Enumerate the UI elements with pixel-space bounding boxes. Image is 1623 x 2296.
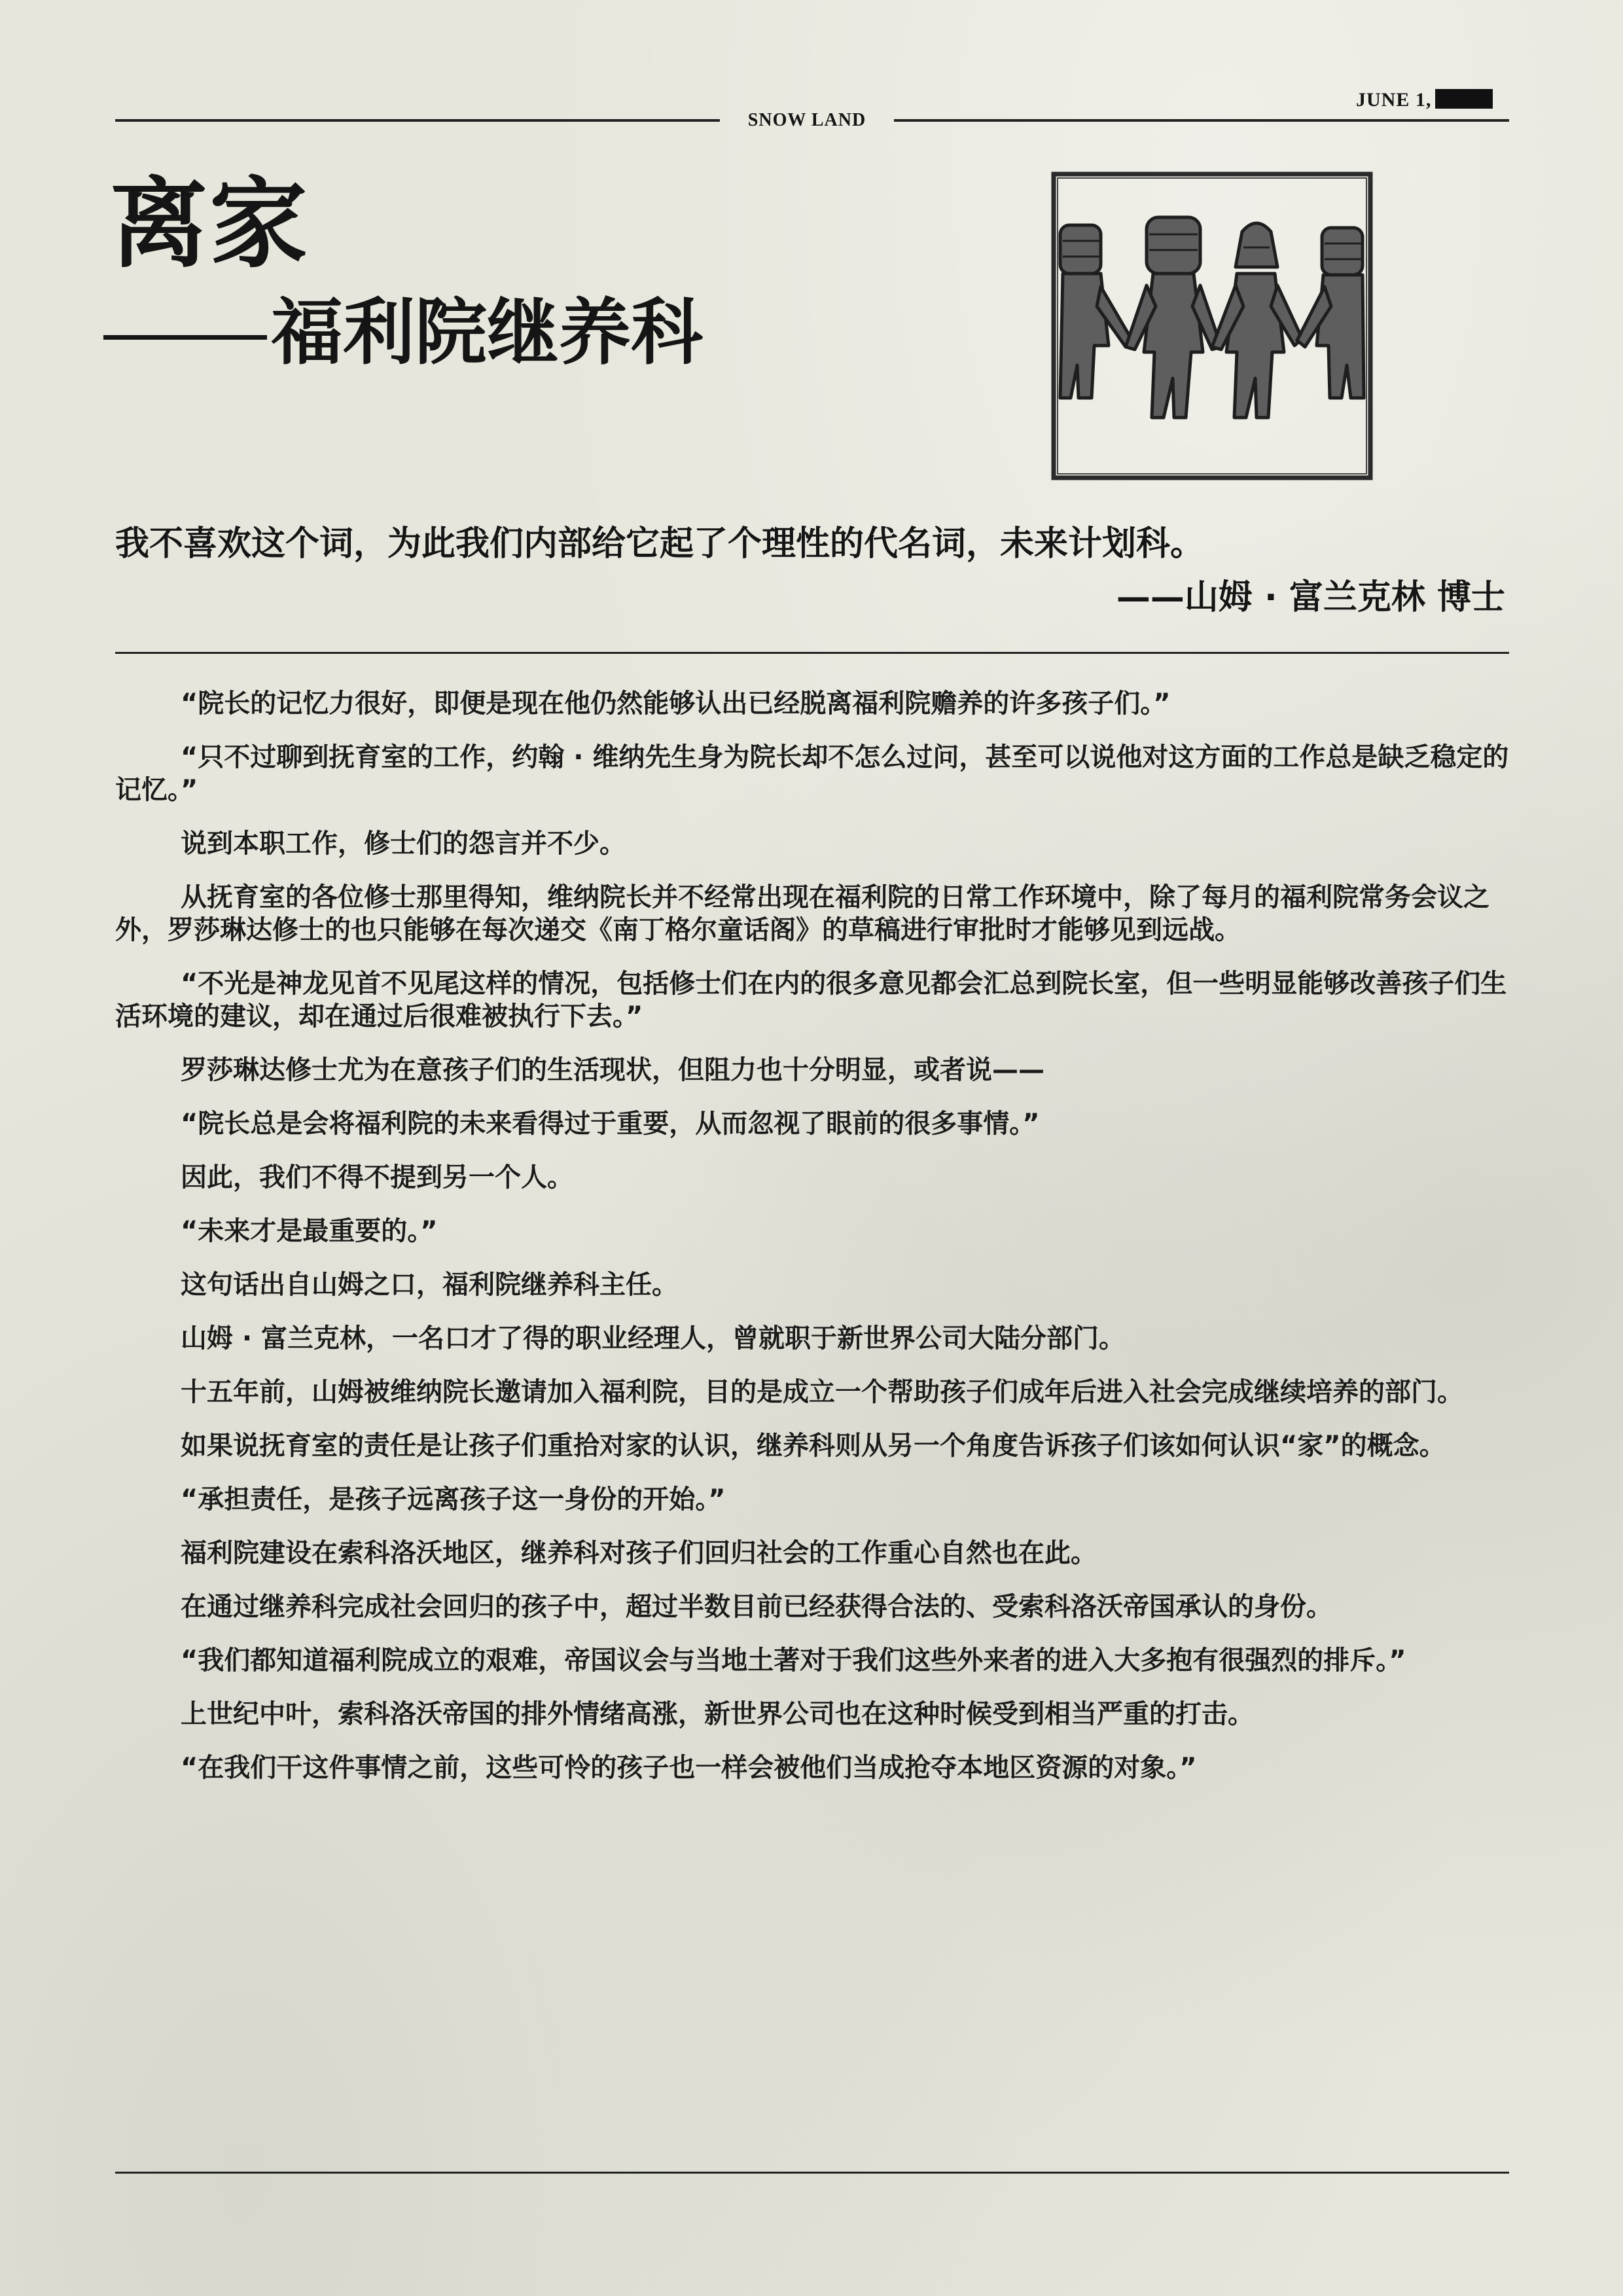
issue-date-text: JUNE 1,: [1356, 89, 1432, 111]
section-divider-top: [115, 652, 1509, 654]
paragraph: 如果说抚育室的责任是让孩子们重拾对家的认识，继养科则从另一个角度告诉孩子们该如何认识“家”的概念。: [181, 1431, 1446, 1461]
paragraph: “在我们干这件事情之前，这些可怜的孩子也一样会被他们当成抢夺本地区资源的对象。”: [181, 1753, 1197, 1783]
paragraph: 罗莎琳达修士尤为在意孩子们的生活现状，但阻力也十分明显，或者说——: [181, 1055, 1044, 1085]
paragraph: 从抚育室的各位修士那里得知，维纳院长并不经常出现在福利院的日常工作环境中，除了每月的福利院常务会议之外，罗莎琳达修士的也只能够在每次递交《南丁格尔童话阁》的草稿进行审批时才能够见到远战。: [115, 882, 1489, 945]
paragraph: “院长的记忆力很好，即便是现在他仍然能够认出已经脱离福利院赡养的许多孩子们。”: [181, 689, 1171, 719]
paragraph: 十五年前，山姆被维纳院长邀请加入福利院，目的是成立一个帮助孩子们成年后进入社会完成继续培养的部门。: [181, 1377, 1463, 1407]
publication-name: SNOW LAND: [747, 110, 866, 130]
people-holding-hands-icon: [1048, 169, 1376, 483]
redacted-year-block: [1435, 89, 1493, 109]
paragraph: “未来才是最重要的。”: [181, 1216, 438, 1246]
paragraph: 因此，我们不得不提到另一个人。: [181, 1162, 573, 1193]
paragraph: 在通过继养科完成社会回归的孩子中，超过半数目前已经获得合法的、受索科洛沃帝国承认的身份。: [181, 1592, 1332, 1622]
article-body: [115, 687, 1509, 1805]
paragraph: “我们都知道福利院成立的艰难，帝国议会与当地土著对于我们这些外来者的进入大多抱有很强烈的排斥。”: [181, 1645, 1406, 1676]
headline-subtitle-text: 福利院继养科: [271, 291, 703, 374]
headline-subtitle: [103, 293, 703, 372]
masthead-rule-left: [115, 119, 720, 122]
paragraph: 福利院建设在索科洛沃地区，继养科对孩子们回归社会的工作重心自然也在此。: [181, 1538, 1097, 1568]
issue-date: [1356, 89, 1493, 111]
paragraph: “承担责任，是孩子远离孩子这一身份的开始。”: [181, 1484, 726, 1515]
headline-title: 离家: [110, 168, 310, 281]
paragraph: 这句话出自山姆之口，福利院继养科主任。: [181, 1270, 678, 1300]
pull-quote: 我不喜欢这个词，为此我们内部给它起了个理性的代名词，未来计划科。: [115, 524, 1205, 564]
paragraph: 上世纪中叶，索科洛沃帝国的排外情绪高涨，新世界公司也在这种时候受到相当严重的打击。: [181, 1699, 1254, 1729]
paragraph: 说到本职工作，修士们的怨言并不少。: [181, 829, 626, 859]
section-divider-bottom: [115, 2172, 1509, 2174]
subtitle-dash: [103, 335, 267, 340]
quote-attribution: ——山姆 · 富兰克林 博士: [1116, 578, 1505, 617]
paragraph: “只不过聊到抚育室的工作，约翰 · 维纳先生身为院长却不怎么过问，甚至可以说他对这方面的工作总是缺乏稳定的记忆。”: [115, 742, 1509, 805]
paragraph: 山姆 · 富兰克林，一名口才了得的职业经理人，曾就职于新世界公司大陆分部门。: [181, 1323, 1126, 1354]
paragraph: “不光是神龙见首不见尾这样的情况，包括修士们在内的很多意见都会汇总到院长室，但一些明显能够改善孩子们生活环境的建议，却在通过后很难被执行下去。”: [115, 969, 1507, 1031]
masthead-rule-right: [894, 119, 1509, 122]
paragraph: “院长总是会将福利院的未来看得过于重要，从而忽视了眼前的很多事情。”: [181, 1109, 1040, 1139]
